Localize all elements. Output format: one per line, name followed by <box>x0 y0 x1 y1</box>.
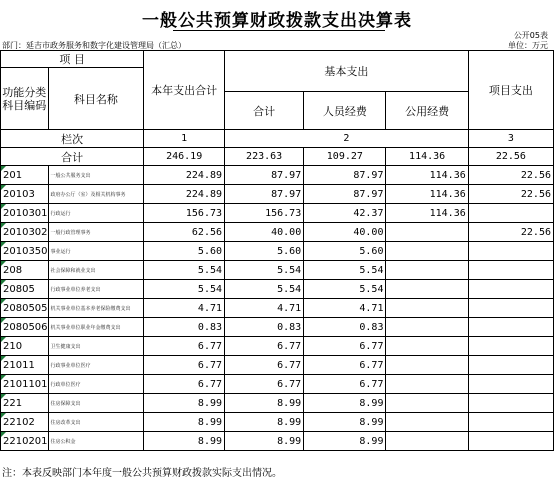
subject-name: 一般行政管理事务 <box>48 223 144 242</box>
basic-total-value: 8.99 <box>225 394 304 413</box>
report-title: 一般公共预算财政拨款支出决算表 <box>142 11 412 31</box>
total-value: 156.73 <box>144 204 225 223</box>
subject-code: 2010302 <box>1 223 49 242</box>
basic-total-value: 8.99 <box>225 413 304 432</box>
col-index-2: 2 <box>225 130 469 148</box>
table-row <box>1 356 554 375</box>
basic-total-value: 6.77 <box>225 337 304 356</box>
subject-name: 行政事业单位医疗 <box>48 356 144 375</box>
personnel-value: 5.54 <box>304 261 386 280</box>
personnel-value: 6.77 <box>304 375 386 394</box>
project-value <box>468 375 553 394</box>
basic-total-value: 156.73 <box>225 204 304 223</box>
personnel-value: 8.99 <box>304 413 386 432</box>
basic-total-value: 0.83 <box>225 318 304 337</box>
subject-name: 一般公共服务支出 <box>48 166 144 185</box>
personnel-value: 4.71 <box>304 299 386 318</box>
personnel-value: 42.37 <box>304 204 386 223</box>
footnote: 注：本表反映部门本年度一般公共预算财政拨款实际支出情况。 <box>2 468 282 479</box>
table-row <box>1 394 554 413</box>
subject-code: 201 <box>1 166 49 185</box>
basic-total-value: 5.54 <box>225 280 304 299</box>
total-value: 8.99 <box>144 432 225 451</box>
project-value <box>468 318 553 337</box>
total-value: 8.99 <box>144 413 225 432</box>
col-index-3: 3 <box>468 130 553 148</box>
total-value: 8.99 <box>144 394 225 413</box>
subject-code: 2101101 <box>1 375 49 394</box>
project-value <box>468 261 553 280</box>
table-row <box>1 261 554 280</box>
basic-total-value: 87.97 <box>225 185 304 204</box>
subject-code: 21011 <box>1 356 49 375</box>
public-value <box>386 413 468 432</box>
basic-total-value: 4.71 <box>225 299 304 318</box>
header-public: 公用经费 <box>386 92 468 130</box>
subject-code: 210 <box>1 337 49 356</box>
project-value <box>468 413 553 432</box>
subject-code: 2080506 <box>1 318 49 337</box>
personnel-value: 0.83 <box>304 318 386 337</box>
project-value: 22.56 <box>468 185 553 204</box>
table-row <box>1 223 554 242</box>
public-value <box>386 318 468 337</box>
subject-code: 20103 <box>1 185 49 204</box>
subject-name: 卫生健康支出 <box>48 337 144 356</box>
table-row <box>1 166 554 185</box>
subject-name: 行政运行 <box>48 204 144 223</box>
row-index-label: 栏次 <box>1 130 144 148</box>
total-value: 224.89 <box>144 185 225 204</box>
basic-total-value: 87.97 <box>225 166 304 185</box>
subject-name: 住房改革支出 <box>48 413 144 432</box>
subject-name: 社会保障和就业支出 <box>48 261 144 280</box>
subject-name: 机关事业单位职业年金缴费支出 <box>48 318 144 337</box>
table-row <box>1 432 554 451</box>
total-value: 6.77 <box>144 375 225 394</box>
subject-code: 20805 <box>1 280 49 299</box>
department-label: 部门：延吉市政务服务和数字化建设管理局（汇总） <box>2 41 186 50</box>
public-value <box>386 261 468 280</box>
total-value: 5.60 <box>144 242 225 261</box>
subject-code: 22102 <box>1 413 49 432</box>
basic-total-value: 40.00 <box>225 223 304 242</box>
public-value <box>386 299 468 318</box>
unit-label: 单位：万元 <box>508 41 548 50</box>
subject-name: 行政事业单位养老支出 <box>48 280 144 299</box>
subject-code: 2010350 <box>1 242 49 261</box>
personnel-value: 6.77 <box>304 337 386 356</box>
public-value <box>386 337 468 356</box>
table-row <box>1 204 554 223</box>
total-label: 合计 <box>1 148 144 166</box>
subject-name: 住房保障支出 <box>48 394 144 413</box>
project-value <box>468 299 553 318</box>
total-personnel-cell: 109.27 <box>304 148 386 166</box>
header-total: 本年支出合计 <box>144 51 225 130</box>
total-value: 5.54 <box>144 261 225 280</box>
total-cell: 246.19 <box>144 148 225 166</box>
table-row <box>1 185 554 204</box>
header-personnel: 人员经费 <box>304 92 386 130</box>
public-value <box>386 375 468 394</box>
personnel-value: 87.97 <box>304 166 386 185</box>
project-value: 22.56 <box>468 166 553 185</box>
basic-total-value: 8.99 <box>225 432 304 451</box>
table-row <box>1 337 554 356</box>
subject-name: 行政单位医疗 <box>48 375 144 394</box>
personnel-value: 87.97 <box>304 185 386 204</box>
personnel-value: 5.54 <box>304 280 386 299</box>
form-code: 公开05表 <box>513 31 548 40</box>
project-value: 22.56 <box>468 223 553 242</box>
subject-name: 机关事业单位基本养老保险缴费支出 <box>48 299 144 318</box>
table-row <box>1 280 554 299</box>
total-value: 0.83 <box>144 318 225 337</box>
header-subject-name: 科目名称 <box>48 68 144 130</box>
public-value <box>386 356 468 375</box>
header-func-code: 功能分类科目编码 <box>1 68 49 130</box>
project-value <box>468 356 553 375</box>
public-value <box>386 432 468 451</box>
project-value <box>468 394 553 413</box>
subject-code: 2210201 <box>1 432 49 451</box>
total-public-cell: 114.36 <box>386 148 468 166</box>
table-row <box>1 242 554 261</box>
total-value: 5.54 <box>144 280 225 299</box>
table-row <box>1 375 554 394</box>
subject-code: 208 <box>1 261 49 280</box>
subject-code: 221 <box>1 394 49 413</box>
public-value: 114.36 <box>386 166 468 185</box>
subject-name: 政府办公厅（室）及相关机构事务 <box>48 185 144 204</box>
table-row <box>1 413 554 432</box>
total-value: 224.89 <box>144 166 225 185</box>
personnel-value: 8.99 <box>304 394 386 413</box>
personnel-value: 5.60 <box>304 242 386 261</box>
expenditure-table <box>0 50 554 451</box>
table-row <box>1 299 554 318</box>
project-value <box>468 337 553 356</box>
header-project-exp: 项目支出 <box>468 51 553 130</box>
project-value <box>468 432 553 451</box>
basic-total-value: 5.60 <box>225 242 304 261</box>
total-value: 62.56 <box>144 223 225 242</box>
total-value: 4.71 <box>144 299 225 318</box>
total-value: 6.77 <box>144 337 225 356</box>
total-basic-cell: 223.63 <box>225 148 304 166</box>
table-row <box>1 318 554 337</box>
subject-code: 2080505 <box>1 299 49 318</box>
header-basic: 基本支出 <box>225 51 469 92</box>
title-underline <box>173 30 385 31</box>
project-value <box>468 204 553 223</box>
project-value <box>468 280 553 299</box>
public-value: 114.36 <box>386 185 468 204</box>
personnel-value: 40.00 <box>304 223 386 242</box>
total-value: 6.77 <box>144 356 225 375</box>
personnel-value: 6.77 <box>304 356 386 375</box>
subject-name: 住房公积金 <box>48 432 144 451</box>
public-value <box>386 242 468 261</box>
public-value: 114.36 <box>386 204 468 223</box>
basic-total-value: 6.77 <box>225 375 304 394</box>
public-value <box>386 223 468 242</box>
total-project-cell: 22.56 <box>468 148 553 166</box>
subject-name: 事业运行 <box>48 242 144 261</box>
project-value <box>468 242 553 261</box>
public-value <box>386 394 468 413</box>
personnel-value: 8.99 <box>304 432 386 451</box>
header-project: 项 目 <box>1 51 144 68</box>
col-index-1: 1 <box>144 130 225 148</box>
subject-code: 2010301 <box>1 204 49 223</box>
header-basic-total: 合计 <box>225 92 304 130</box>
basic-total-value: 5.54 <box>225 261 304 280</box>
basic-total-value: 6.77 <box>225 356 304 375</box>
public-value <box>386 280 468 299</box>
